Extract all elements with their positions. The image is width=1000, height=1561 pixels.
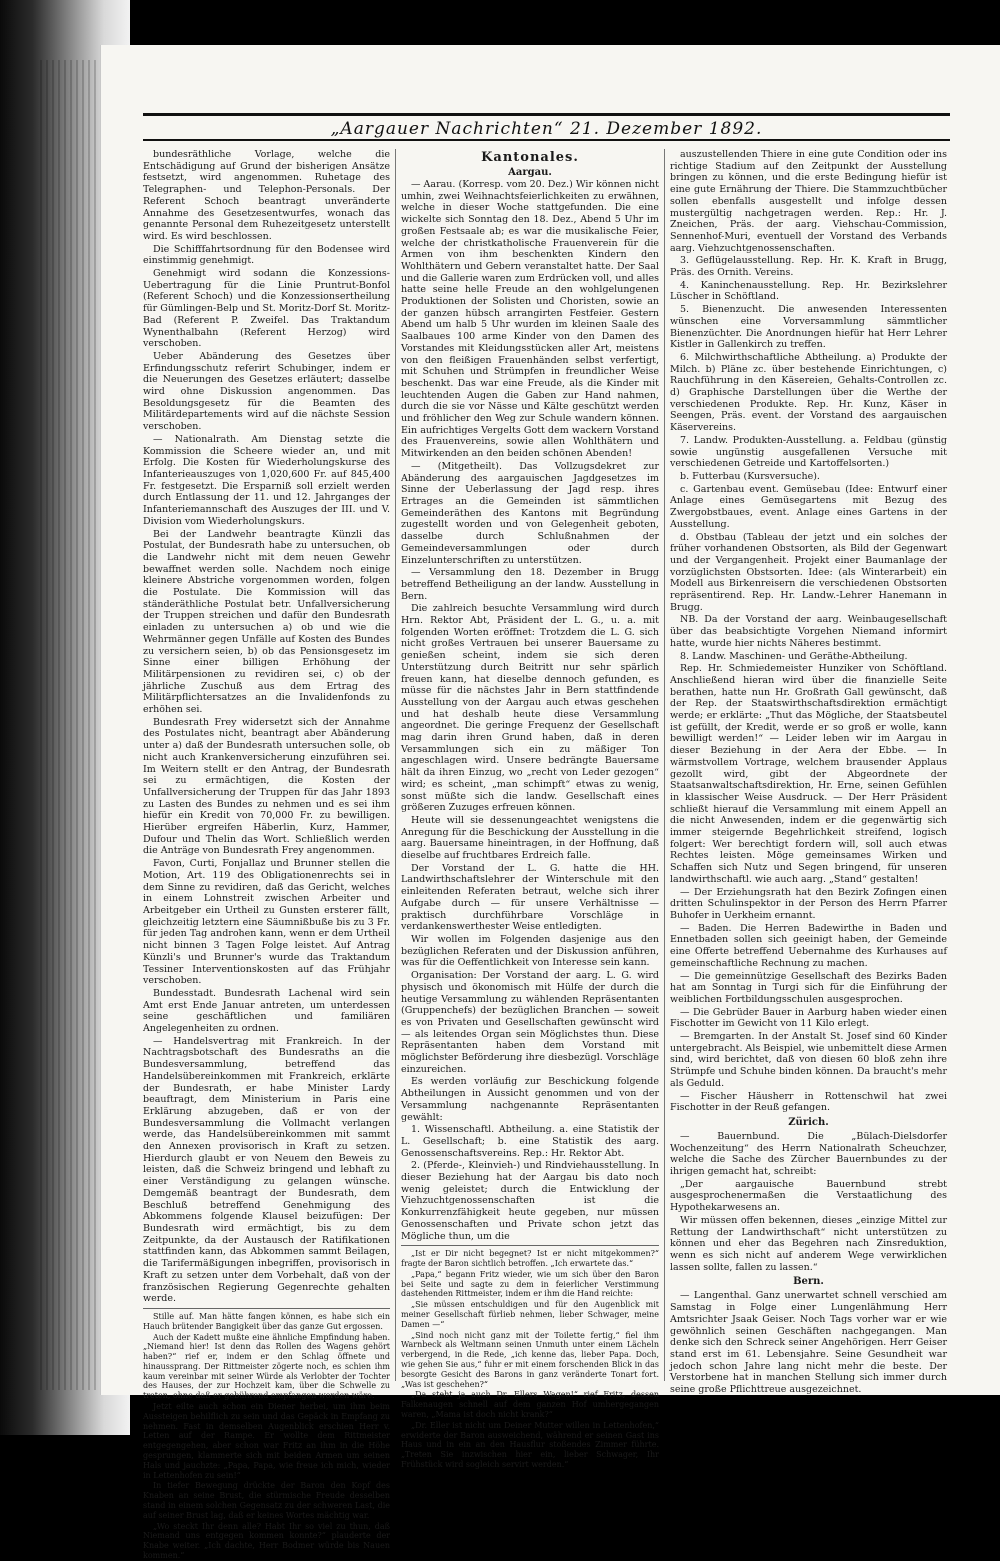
article-paragraph: Bei der Landwehr beantragte Künzli das Postulat, der Bundesrath habe zu untersuchen, ob die Landwehr nicht mit dem neuen Gewehr bewaffnet werden solle. Nachdem noch einige kleinere Abstriche vorgenommen worden, folgen die Postulate. Die Kommission will das ständeräthliche Postulat betr. Unfallversicherung der Truppen streichen und dafür den Bundesrath einladen zu untersuchen a) ob und wie die Wehrmänner gegen Unfälle auf Kosten des Bundes zu versichern seien, b) ob das Pensionsgesetz im Sinne einer billigen Erhöhung der Militärpensionen zu revidiren sei, c) ob der jährliche Zuschuß aus dem Ertrag des Militärpflichtersatzes an die Invalidenfonds zu erhöhen sei. [143, 528, 390, 716]
masthead: „Aargauer Nachrichten“ 21. Dezember 1892. [330, 119, 763, 139]
article-paragraph: — Baden. Die Herren Badewirthe in Baden und Ennetbaden sollen sich geeinigt haben, der Gemeinde eine Offerte betreffend Uebernahme des Kurhauses auf gemeinschaftliche Rechnung zu machen. [670, 922, 947, 969]
article-paragraph: Der Vorstand der L. G. hatte die HH. Landwirthschaftslehrer der Winterschule mit den einleitenden Referaten betraut, welche sich ihrer Aufgabe durch — für unsere Verhältnisse — praktisch durchführbare Vorschläge in verdankenswerthester Weise entledigten. [401, 862, 659, 933]
feuilleton-paragraph: Stille auf. Man hätte fangen können, es habe sich ein Hauch brütender Bangigkeit über das ganze Gut ergossen. [143, 1311, 390, 1331]
feuilleton-paragraph: Jetzt eilte auch schon ein Diener herbei, um ihm beim Aussteigen behilflich zu sein und das Gepäck in Empfang zu nehmen. Fast in demselben Augenblick erschien Herr v. Letten auf der Rampe. Er wollte dem Rittmeister entgegengehen, aber schon war Fritz an ihm in die Höhe gesprungen, klammerte sich mit beiden Armen um seinen Hals und jauchzte: „Papa, Papa, wie freue ich mich, wieder in Lettenhofen zu sein!“ [143, 1402, 390, 1480]
column-2 [401, 149, 659, 1470]
article-paragraph: Die zahlreich besuchte Versammlung wird durch Hrn. Rektor Abt, Präsident der L. G., u. a. mit folgenden Worten eröffnet: Trotzdem die L. G. sich nicht großes Vertrauen bei unserer Bauersame zu genießen scheint, indem sie sich deren Unterstützung durch Beitritt nur sehr spärlich freuen kann, hat dieselbe dennoch gefunden, es müsse für die nächstes Jahr in Bern stattfindende Ausstellung von der Aargau auch etwas geschehen und hat deshalb heute diese Versammlung angeordnet. Die geringe Frequenz der Gesellschaft mag darin ihren Grund haben, daß in deren Versammlungen sich ein zu mäßiger Ton angeschlagen wird. Unsere bedrängte Bauersame hält da ihren Einzug, wo „recht von Leder gezogen“ wird; es scheint, „man schimpft“ etwas zu wenig, sonst müßte sich die landw. Gesellschaft eines größeren Zuzuges erfreuen können. [401, 603, 659, 814]
feuilleton-paragraph: „Papa,“ begann Fritz wieder, wie um sich über den Baron bei Seite und sagte zu dem in feierlicher Verstimmung dastehenden Rittmeister, indem er ihm die Hand reichte: [401, 1269, 659, 1299]
section-subheading: Aargau. [508, 167, 552, 178]
article-paragraph: Wir wollen im Folgenden dasjenige aus den bezüglichen Referaten und der Diskussion anführen, was für die Oeffentlichkeit von Interesse sein kann. [401, 934, 659, 969]
feuilleton [143, 1312, 390, 1561]
article-paragraph: auszustellenden Thiere in eine gute Condition oder ins richtige Stadium auf den Zeitpunkt der Ausstellung bringen zu können, und die erste Bedingung hiefür ist eine gute Ernährung der Thiere. Die Stammzuchtbücher sollen ebenfalls ausgestellt und infolge dessen mustergültig nachgetragen werden. Rep.: Hr. J. Zneichen, Präs. der aarg. Viehschau-Commission, Sennenhof-Muri, eventuell der Vorstand des Verbands aarg. Viehzuchtgenossenschaften. [670, 149, 947, 254]
article-paragraph: Ueber Abänderung des Gesetzes über Erfindungsschutz referirt Schubinger, indem er die Neuerungen des Gesetzes erläutert; dasselbe wird ohne Diskussion angenommen. Das Besoldungsgesetz für die Beamten des Militärdepartements wird auf die nächste Session verschoben. [143, 350, 390, 433]
article-paragraph: — Bremgarten. In der Anstalt St. Josef sind 60 Kinder untergebracht. Als Beispiel, wie unbemittelt diese Armen sind, wird berichtet, daß von diesen 60 bloß zehn ihre Strümpfe und Schuhe binden können. Da braucht's mehr als Geduld. [670, 1031, 947, 1089]
article-paragraph: 7. Landw. Produkten-Ausstellung. a. Feldbau (günstig sowie ungünstig ausgefallenen Versuche mit verschiedenen Getreide und Kartoffelsorten.) [670, 434, 947, 470]
feuilleton-paragraph: „Wo steckt Ihr denn alle? Habt Ihr so viel zu thun, daß Niemand uns entgegen kommen konnte?“ plauderte der Knabe weiter. „Ich dachte, Herr Bodmer würde bis Nauen kommen.“ [143, 1521, 390, 1561]
feuilleton-paragraph: „Dr. Eller ist nicht um Deiner Mutter willen in Lettenhofen,“ erwiderte der Baron ausweichend, während er seinen Gast ins Haus und in ein an den Hausflur stoßendes Zimmer führte. „Treten Sie inzwischen hier ein, lieber Schwager, Ihr Frühstück wird sogleich servirt werden.“ [401, 1420, 659, 1470]
feuilleton [401, 1249, 659, 1470]
article-paragraph: 2. (Pferde-, Kleinvieh-) und Rindviehausstellung. In dieser Beziehung hat der Aargau bis dato noch wenig geleistet; durch die Entwicklung der Viehzuchtgenossenschaften ist die Konkurrenzfähigkeit heute gegeben, nur müssen Genossenschaften und Private schon jetzt das Mögliche thun, um die [401, 1160, 659, 1242]
article-paragraph: NB. Da der Vorstand der aarg. Weinbaugesellschaft über das beabsichtigte Vorgehen Niemand informirt hatte, wurde hier nichts Näheres bestimmt. [670, 614, 947, 649]
article-paragraph: Heute will sie dessenungeachtet wenigstens die Anregung für die Beschickung der Ausstellung in die aarg. Bauersame hineintragen, in der Hoffnung, daß dieselbe auf fruchtbares Erdreich falle. [401, 814, 659, 862]
article-paragraph: — Langenthal. Ganz unerwartet schnell verschied am Samstag in Folge einer Lungenlähmung Herr Amtsrichter Jsaak Geiser. Noch Tags vorher war er wie gewöhnlich seinen Geschäften nachgegangen. Man denke sich den Schreck seiner Angehörigen. Herr Geiser stand erst im 61. Lebensjahre. Seine Gesundheit war jedoch schon Jahre lang nicht mehr die beste. Der Verstorbene hat in manchen Stellung sich immer durch seine große Pflichttreue ausgezeichnet. [670, 1290, 947, 1396]
feuilleton-paragraph: In tiefer Bewegung drückte der Baron den Kopf des Knaben an seine Brust, die stürmische Freude desselben stand in einem solchen Gegensatz zu der schweren Last, die auf seiner Brust lag, daß er keines Wortes mächtig war. [143, 1481, 390, 1520]
article-paragraph: 6. Milchwirthschaftliche Abtheilung. a) Produkte der Milch. b) Pläne zc. über bestehende Einrichtungen, c) Rauchführung in den Käsereien, Gehalts-Controllen zc. d) Graphische Darstellungen über die Werthe der verschiedenen Produkte. Rep. Hr. Kunz, Käser in Seengen, Präs. event. der Vorstand des aargauischen Käservereins. [670, 351, 947, 434]
column-3 [670, 149, 947, 1396]
article-paragraph: — Die gemeinnützige Gesellschaft des Bezirks Baden hat am Sonntag in Turgi sich für die Einführung der weiblichen Fortbildungsschulen ausgesprochen. [670, 970, 947, 1005]
newspaper-page [100, 45, 1000, 1561]
article-paragraph: Genehmigt wird sodann die Konzessions-Uebertragung für die Linie Pruntrut-Bonfol (Referent Schoch) und die Konzessionsertheilung für Gümlingen-Belp und St. Moritz-Dorf St. Moritz-Bad (Referent P. Zweifel. Das Traktandum Wynenthalbahn (Referent Herzog) wird verschoben. [143, 268, 390, 350]
column-1 [143, 149, 390, 1561]
section-subheading-zurich: Zürich. [788, 1116, 829, 1128]
feuilleton-paragraph: „Sind noch nicht ganz mit der Toilette fertig,“ fiel ihm Warnbeck als Weltmann seinen Unmuth unter einem Lächeln verbergend, in die Rede, „ich kenne das, lieber Papa. Doch, wie gehen Sie aus,“ fuhr er mit einem forschenden Blick in das besorgte Gesicht des Barons in ganz veränderte Tonart fort. „Was ist geschehen?“ [401, 1330, 659, 1389]
feuilleton-paragraph: „Da steht ja auch Dr. Ellers Wagen!“ rief Fritz, dessen Falkenaugen schnell auf dem ganzen Hof umhergegangen waren, „Mama ist doch nicht krank?“ [401, 1390, 659, 1420]
article-paragraph: c. Gartenbau event. Gemüsebau (Idee: Entwurf einer Anlage eines Gemüsegartens mit Bezug des Zwergobstbaues, event. Anlage eines Gartens in der Ausstellung. [670, 483, 947, 530]
article-paragraph: Rep. Hr. Schmiedemeister Hunziker von Schöftland. Anschließend hieran wird über die finanzielle Seite berathen, hatte nun Hr. Großrath Gall gewünscht, daß der Rep. der Staatswirthschaftsdirektion ermächtigt werde; er erklärte: „Thut das Mögliche, der Staatsbeutel ist gefüllt, der Kredit, werde er so groß er wolle, kann bewilligt werden!“ — Leider leben wir im Aargau in dieser Beziehung in der Aera der Ebbe. — In wärmstvollem Vortrage, welchem brausender Applaus gezollt wird, gibt der Abgeordnete der Staatsanwaltschaftsdirektion, Hr. Erne, seinen Gefühlen in klassischer Weise Ausdruck. — Der Herr Präsident schließt hierauf die Versammlung mit einem Appell an die nicht Anwesenden, indem er die gegenwärtig sich immer steigernde Begehrlichkeit streifend, logisch folgert: Wer berechtigt fordern will, soll auch etwas Rechtes leisten. Möge gemeinsames Wirken und Schaffen sich Nutz und Segen bringend, für unseren landwirthschaftl. wie auch aarg. „Stand“ gestalten! [670, 663, 947, 885]
article-paragraph: — Versammlung den 18. Dezember in Brugg betreffend Betheiligung an der landw. Ausstellung in Bern. [401, 567, 659, 602]
article-paragraph: Wir müssen offen bekennen, dieses „einzige Mittel zur Rettung der Landwirthschaft“ nicht unterstützen zu können und eher das Begehren nach Zinsreduktion, wenn es sich nicht auf anderem Wege verwirklichen lassen sollte, fallen zu lassen.“ [670, 1214, 947, 1273]
article-paragraph: d. Obstbau (Tableau der jetzt und ein solches der früher vorhandenen Obstsorten, als Bild der Gegenwart und der Vergangenheit. Projekt einer Baumanlage der vorzüglichsten Obstsorten. Idee: (als Winterarbeit) ein Modell aus Birkenreisern die verschiedenen Obstsorten repräsentirend. Rep. Hr. Landw.-Lehrer Hanemann in Brugg. [670, 531, 947, 613]
article-paragraph: Bundesrath Frey widersetzt sich der Annahme des Postulates nicht, beantragt aber Abänderung unter a) daß der Bundesrath untersuchen solle, ob nicht auch Krankenversicherung einzuführen sei. Im Weitern stellt er den Antrag, der Bundesrath sei zu ermächtigen, die Kosten der Unfallversicherung der Truppen für das Jahr 1893 zu Lasten des Bundes zu nehmen und es sei ihm hiefür ein Kredit von 70,000 Fr. zu bewilligen. Hierüber ergreifen Häberlin, Kurz, Hammer, Dufour und Thelin das Wort. Schließlich werden die Anträge von Bundesrath Frey angenommen. [143, 716, 390, 857]
article-paragraph: — Bauernbund. Die „Bülach-Dielsdorfer Wochenzeitung“ des Herrn Nationalrath Scheuchzer, welche die Sache des Zürcher Bauernbundes zu der ihrigen gemacht hat, schreibt: [670, 1130, 947, 1178]
column-divider [664, 149, 665, 1381]
column-divider [395, 149, 396, 1381]
article-paragraph: — Fischer Häusherr in Rottenschwil hat zwei Fischotter in der Reuß gefangen. [670, 1090, 947, 1114]
article-paragraph: b. Futterbau (Kursversuche). [680, 470, 820, 482]
article-paragraph: 3. Geflügelausstellung. Rep. Hr. K. Kraft in Brugg, Präs. des Ornith. Vereins. [670, 255, 947, 279]
section-heading: Kantonales. [481, 150, 579, 165]
feuilleton-paragraph: „Ist er Dir nicht begegnet? Ist er nicht mitgekommen?“ fragte der Baron sichtlich betroffen. „Ich erwartete das.“ [401, 1249, 659, 1269]
article-paragraph: Es werden vorläufig zur Beschickung folgende Abtheilungen in Aussicht genommen und von der Versammlung nachgenannte Repräsentanten gewählt: [401, 1076, 659, 1123]
article-paragraph: 1. Wissenschaftl. Abtheilung. a. eine Statistik der L. Gesellschaft; b. eine Statistik des aarg. Genossenschaftsvereins. Rep.: Hr. Rektor Abt. [401, 1124, 659, 1159]
feuilleton-divider [401, 1245, 659, 1246]
feuilleton-divider [143, 1308, 390, 1309]
article-paragraph: bundesräthliche Vorlage, welche die Entschädigung auf Grund der bisherigen Ansätze festsetzt, wird angenommen. Ruhetage des Telegraphen- und Telephon-Personals. Der Referent Schoch beantragt unveränderte Annahme des Gesetzesentwurfes, wonach das genannte Personal dem Ruhezeitgesetz unterstellt wird. Es wird beschlossen. [143, 149, 390, 242]
article-paragraph: 5. Bienenzucht. Die anwesenden Interessenten wünschen eine Vorversammlung sämmtlicher Bienenzüchter. Die Anordnungen hiefür hat Herr Lehrer Kistler in Gallenkirch zu treffen. [670, 304, 947, 351]
section-subheading-bern: Bern. [793, 1276, 824, 1288]
article-paragraph: „Der aargauische Bauernbund strebt ausgesprochenermaßen die Verstaatlichung des Hypothekarwesens an. [670, 1178, 947, 1214]
feuilleton-paragraph: „Sie müssen entschuldigen und für den Augenblick mit meiner Gesellschaft fürlieb nehmen, lieber Schwager, meine Damen —“ [401, 1300, 659, 1329]
article-paragraph: — Die Gebrüder Bauer in Aarburg haben wieder einen Fischotter im Gewicht von 11 Kilo erlegt. [670, 1006, 947, 1030]
article-paragraph: 4. Kaninchenausstellung. Rep. Hr. Bezirkslehrer Lüscher in Schöftland. [670, 279, 947, 303]
masthead-top-rule [143, 113, 950, 116]
masthead-bottom-rule [143, 139, 950, 141]
feuilleton-paragraph: Auch der Kadett mußte eine ähnliche Empfindung haben. „Niemand hier! Ist denn das Rollen des Wagens gehört haben?“ rief er, indem er den Schlag öffnete und hinaussprang. Der Rittmeister zögerte noch, es schien ihm kaum vereinbar mit seiner Würde als Verlobter der Tochter des Hauses, der zur Hochzeit kam, über die Schwelle zu treten, ohne daß er gebührend empfangen worden wäre. [143, 1332, 390, 1401]
article-paragraph: — (Mitgetheilt). Das Vollzugsdekret zur Abänderung des aargauischen Jagdgesetzes im Sinne der Ueberlassung der Jagd resp. ihres Ertrages an die Gemeinden ist sämmtlichen Gemeinderäthen des Kantons mit Begründung zugestellt worden und von Gelegenheit geboten, dasselbe durch Schlußnahmen der Gemeindeversammlungen oder durch Einzelunterschriften zu unterstützen. [401, 460, 659, 566]
article-paragraph: — Handelsvertrag mit Frankreich. In der Nachtragsbotschaft des Bundesraths an die Bundesversammlung, betreffend das Handelsübereinkommen mit Frankreich, erklärte der Bundesrath, er habe Minister Lardy beauftragt, dem Ministerium in Paris eine Erklärung abzugeben, daß er von der Bundesversammlung die Vollmacht verlangen werde, das Handelsübereinkommen mit sammt den Annexen provisorisch in Kraft zu setzen. Hierdurch glaubt er von Neuem den Beweis zu leisten, daß die Schweiz bringend und lebhaft zu einer Verständigung zu gelangen wünsche. Demgemäß beantragt der Bundesrath, dem Beschluß betreffend Genehmigung des Abkommens folgende Klausel beizufügen: Der Bundesrath wird ermächtigt, bis zu dem Zeitpunkte, da der Austausch der Ratifikationen stattfinden kann, das Abkommen sammt Beilagen, die Tarifermäßigungen inbegriffen, provisorisch in Kraft zu setzen unter dem Vorbehalt, daß von der französischen Regierung Gegenrechte gehalten werde. [143, 1035, 390, 1305]
article-paragraph: Favon, Curti, Fonjallaz und Brunner stellen die Motion, Art. 119 des Obligationenrechts sei in dem Sinne zu revidiren, daß das Gericht, welches in einem Lohnstreit zwischen Arbeiter und Arbeitgeber ein Urtheil zu Gunsten ersterer fällt, gleichzeitig letztern eine Säumnißbuße bis zu 3 Fr. für jeden Tag androhen kann, wenn er dem Urtheil nicht binnen 3 Tagen Folge leistet. Auf Antrag Künzli's und Brunner's wurde das Traktandum Tessiner Interventionskosten auf das Frühjahr verschoben. [143, 858, 390, 987]
article-paragraph: Organisation: Der Vorstand der aarg. L. G. wird physisch und ökonomisch mit Hülfe der durch die heutige Versammlung zu wählenden Repräsentanten (Gruppenchefs) der bezüglichen Branchen — soweit es von Privaten und Gesellschaften gewünscht wird — als leitendes Organ sein Möglichstes thun. Diese Repräsentanten haben dem Vorstand mit möglichster Beförderung ihre diesbezügl. Vorschläge einzureichen. [401, 970, 659, 1075]
article-paragraph: — Aarau. (Korresp. vom 20. Dez.) Wir können nicht umhin, zwei Weihnachtsfeierlichkeiten zu erwähnen, welche in dieser Woche stattgefunden. Die eine wickelte sich Sonntag den 18. Dez., Abend 5 Uhr im großen Festsaale ab; es war die musikalische Feier, welche der christkatholische Frauenverein für die Armen von ihm beschenkten Kindern den Wohlthätern und Gebern veranstaltet hatte. Der Saal und die Gallerie waren zum Erdrücken voll, und alles hatte seine helle Freude an den wohlgelungenen Produktionen der Solisten und Choristen, sowie an der ganzen hübsch arrangirten Festfeier. Gestern Abend um halb 5 Uhr wurden im kleinen Saale des Saalbaues 100 arme Kinder von den Damen des Vorstandes mit Kleidungsstücken aller Art, meistens von den fleißigen Frauenhänden selbst verfertigt, mit Schuhen und Strümpfen in freundlicher Weise beschenkt. Das war eine Freude, als die Kinder mit leuchtenden Augen die Gaben zur Hand nahmen, durch die sie vor Nässe und Kälte geschützt werden und fröhlicher den Weg zur Schule wandern können. Ein aufrichtiges Vergelts Gott dem wackern Vorstand des Frauenvereins, sowie allen Wohlthätern und Mitwirkenden an den beiden schönen Abenden! [401, 179, 659, 460]
article-paragraph: — Der Erziehungsrath hat den Bezirk Zofingen einen dritten Schulinspektor in der Person des Herrn Pfarrer Buhofer in Uerkheim ernannt. [670, 886, 947, 921]
article-paragraph: Bundesstadt. Bundesrath Lachenal wird sein Amt erst Ende Januar antreten, um unterdessen seine geschäftlichen und familiären Angelegenheiten zu ordnen. [143, 987, 390, 1035]
article-paragraph: — Nationalrath. Am Dienstag setzte die Kommission die Scheere wieder an, und mit Erfolg. Die Kosten für Wiederholungskurse des Infanterieauszuges von 1,020,600 Fr. auf 845,400 Fr. festgesetzt. Die Ersparniß soll erzielt werden durch Entlassung der 11. und 12. Jahrganges der Infanteriemannschaft des Auszuges der III. und V. Division vom Wiederholungskurs. [143, 433, 390, 527]
article-paragraph: Die Schifffahrtsordnung für den Bodensee wird einstimmig genehmigt. [143, 243, 390, 267]
article-paragraph: 8. Landw. Maschinen- und Geräthe-Abtheilung. [680, 650, 908, 662]
